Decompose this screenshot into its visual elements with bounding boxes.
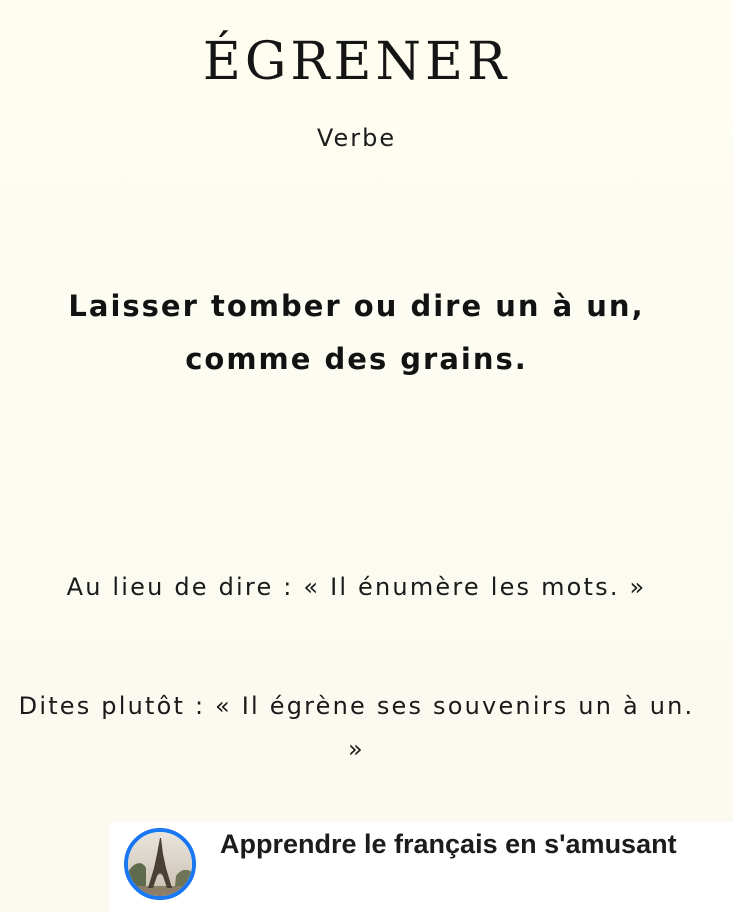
instead-example: Au lieu de dire : « Il énumère les mots. » xyxy=(66,573,647,601)
definition-line-2: comme des grains. xyxy=(185,342,528,376)
page-attribution xyxy=(110,822,733,912)
headword: ÉGRENER xyxy=(202,32,511,92)
part-of-speech: Verbe xyxy=(316,124,397,152)
definition-line-1: Laisser tomber ou dire un à un, xyxy=(68,289,645,323)
rather-example: Dites plutôt : « Il égrène ses souvenirs un à un. » xyxy=(18,692,695,763)
page-name[interactable]: Apprendre le français en s'amusant xyxy=(220,829,677,859)
definition xyxy=(20,280,693,386)
eiffel-tower-icon xyxy=(128,832,192,896)
page-avatar[interactable] xyxy=(124,828,196,900)
